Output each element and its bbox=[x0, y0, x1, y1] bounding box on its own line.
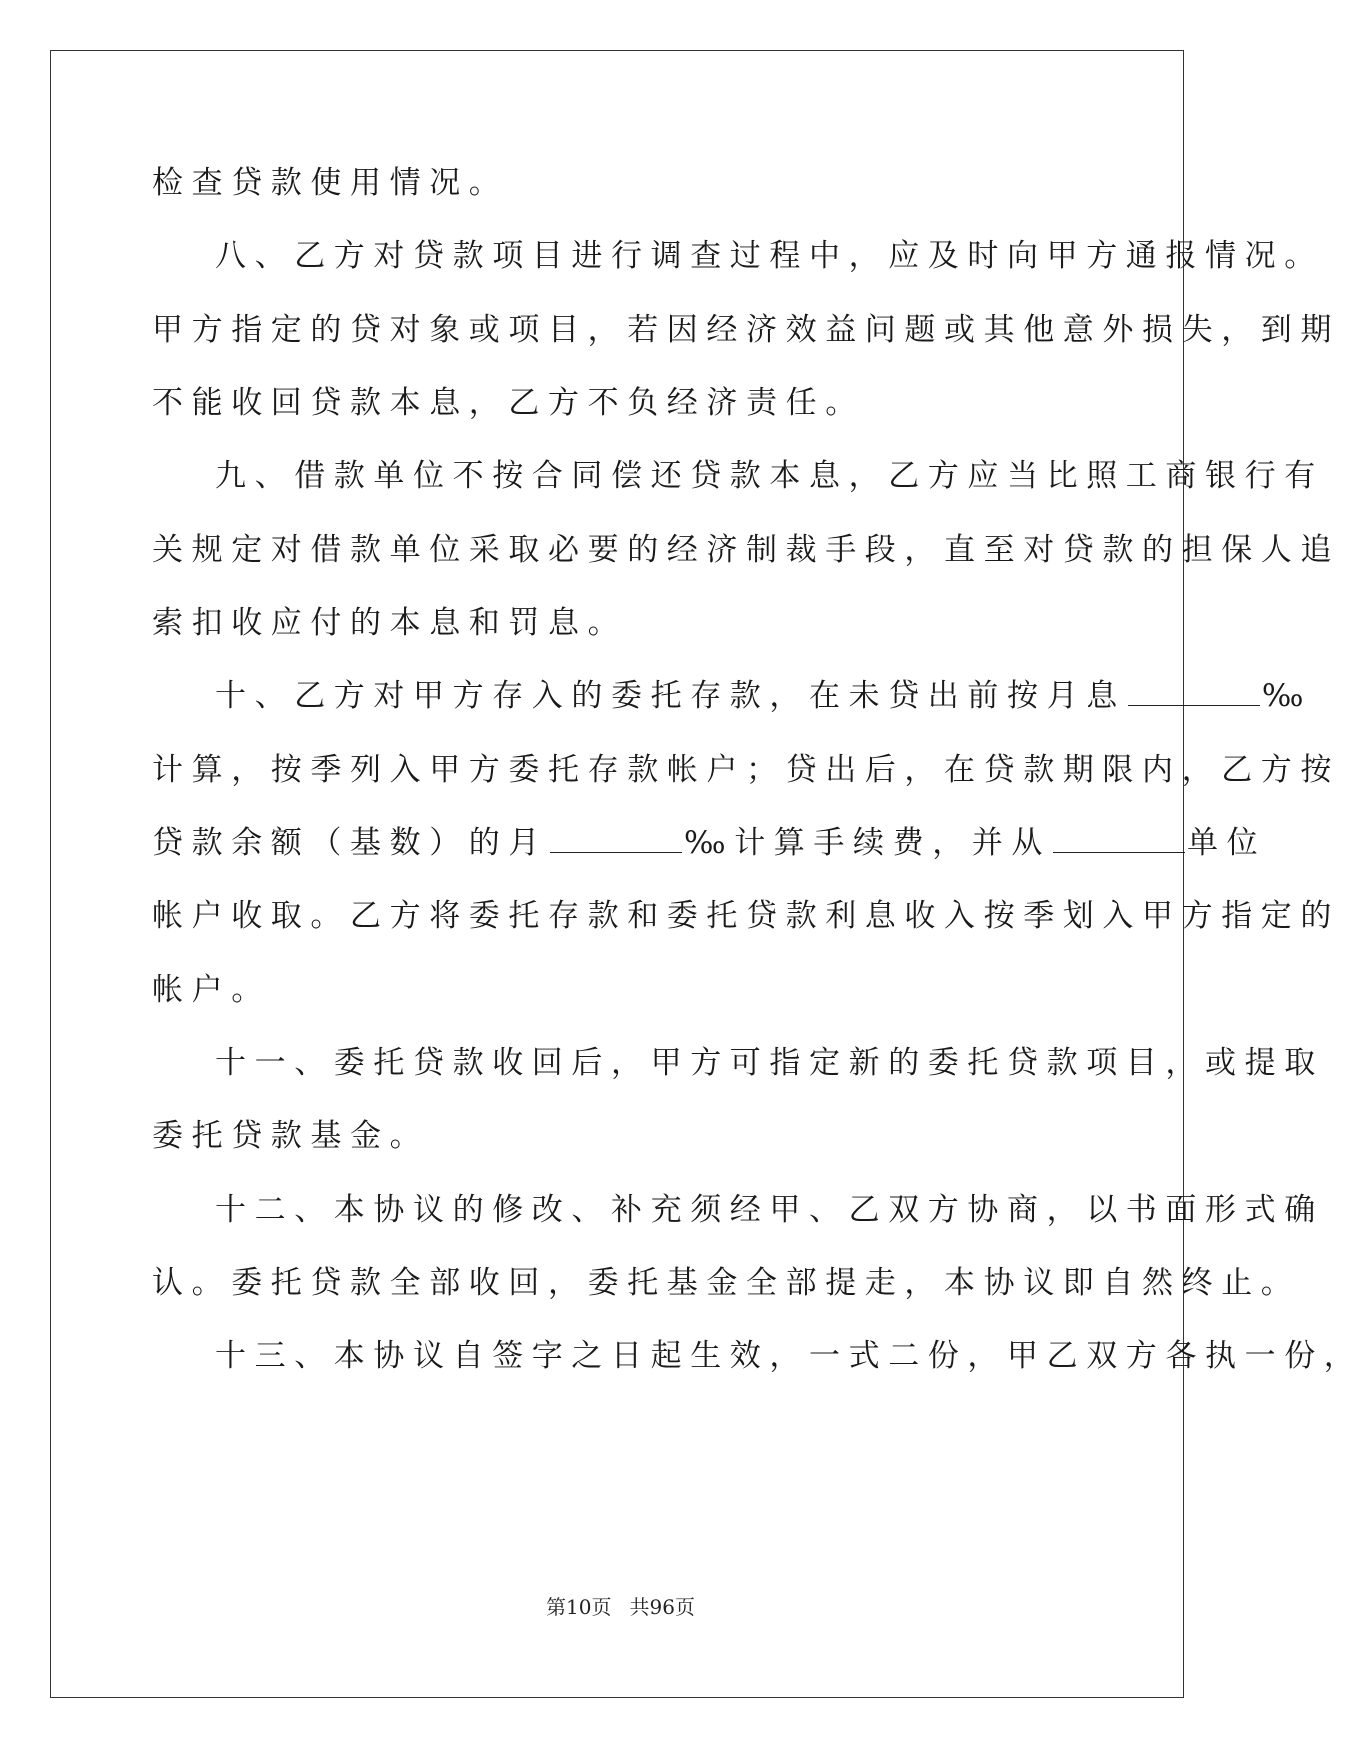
page-total: 共96页 bbox=[629, 1595, 695, 1619]
fill-in-blank[interactable] bbox=[550, 824, 682, 853]
text-segment: ‰ bbox=[1261, 678, 1313, 714]
page-footer bbox=[0, 1594, 1241, 1620]
text-line: 认。委托贷款全部收回，委托基金全部提走，本协议即自然终止。 bbox=[152, 1265, 1301, 1301]
text-line: 甲方指定的贷对象或项目，若因经济效益问题或其他意外损失，到期 bbox=[152, 312, 1340, 348]
text-line: 十二、本协议的修改、补充须经甲、乙双方协商，以书面形式确 bbox=[215, 1192, 1324, 1228]
page-number: 第10页 bbox=[546, 1595, 612, 1619]
text-segment: ‰计算手续费，并从 bbox=[684, 825, 1051, 861]
text-segment: 十、乙方对甲方存入的委托存款，在未贷出前按月息 bbox=[215, 678, 1126, 714]
text-segment: 单位 bbox=[1187, 825, 1267, 861]
text-line: 委托贷款基金。 bbox=[152, 1118, 430, 1154]
text-line: 不能收回贷款本息，乙方不负经济责任。 bbox=[152, 385, 865, 421]
text-line: 关规定对借款单位采取必要的经济制裁手段，直至对贷款的担保人追 bbox=[152, 532, 1340, 568]
text-line: 十三、本协议自签字之日起生效，一式二份，甲乙双方各执一份， bbox=[215, 1338, 1363, 1374]
page-border bbox=[50, 50, 1184, 1698]
text-line: 计算，按季列入甲方委托存款帐户；贷出后，在贷款期限内，乙方按 bbox=[152, 752, 1340, 788]
fill-in-blank[interactable] bbox=[1128, 677, 1260, 706]
text-line bbox=[215, 676, 1312, 716]
text-line: 帐户收取。乙方将委托存款和委托贷款利息收入按季划入甲方指定的 bbox=[152, 898, 1340, 934]
text-line: 八、乙方对贷款项目进行调查过程中，应及时向甲方通报情况。 bbox=[215, 238, 1324, 274]
text-line: 九、借款单位不按合同偿还贷款本息，乙方应当比照工商银行有 bbox=[215, 458, 1324, 494]
text-line: 检查贷款使用情况。 bbox=[152, 165, 509, 201]
text-line bbox=[152, 823, 1266, 863]
text-line: 帐户。 bbox=[152, 972, 271, 1008]
fill-in-blank[interactable] bbox=[1053, 824, 1185, 853]
text-line: 索扣收应付的本息和罚息。 bbox=[152, 605, 628, 641]
text-segment: 贷款余额（基数）的月 bbox=[152, 825, 548, 861]
text-line: 十一、委托贷款收回后，甲方可指定新的委托贷款项目，或提取 bbox=[215, 1045, 1324, 1081]
